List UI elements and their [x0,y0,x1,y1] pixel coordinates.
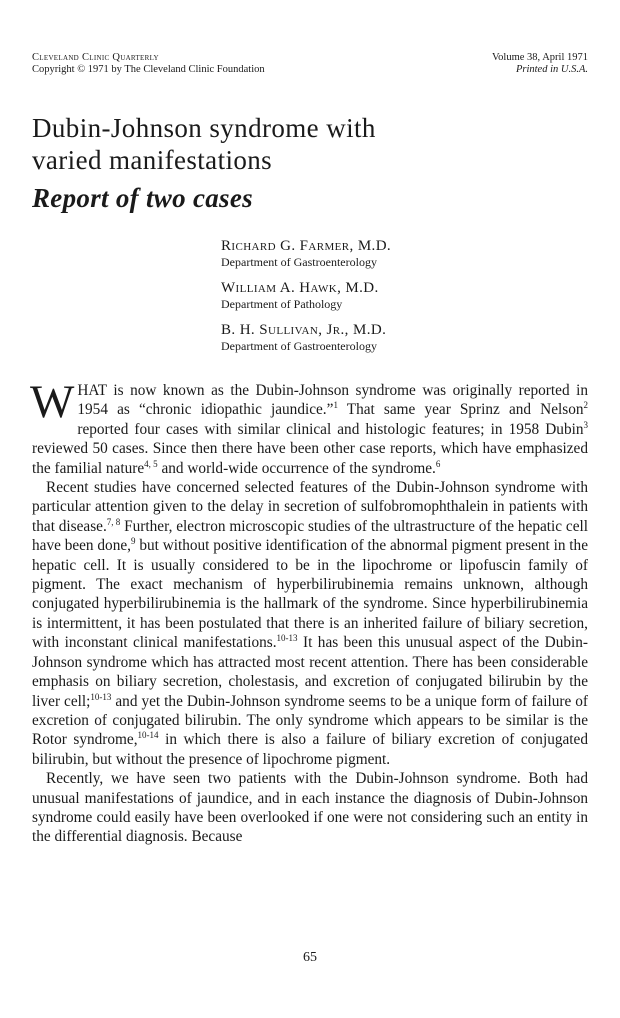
author-name: Richard G. Farmer, M.D. [221,238,392,254]
author-block [221,237,581,270]
article-title [32,112,592,176]
title-line-1: Dubin-Johnson syndrome with [32,113,376,143]
article-subtitle: Report of two cases [32,183,253,213]
author-block [221,321,581,354]
running-header-left [32,52,265,76]
volume-line: Volume 38, April 1971 [491,52,588,63]
author-department: Department of Pathology [221,297,343,311]
paragraph-text: Further, electron microscopic studies of the ultrastructure of the hepatic cell have been done, [32,517,588,555]
reference-superscript: 4, 5 [144,458,158,469]
paragraph-text: but without positive identification of the abnormal pigment present in the hepatic cell. It is usually considered to be in the lipochrome or lipofuscin family of pigment. The exact mechanism of hyperbilirubinemia remains unknown, although conjugated hyperbilirubinemia is the hallmark of the syndrome. Since hyperbilirubinemia is intermittent, it has been postulated that there is an inherited failure of biliary secretion, with inconstant clinical manifestations. [32,537,588,652]
reference-superscript: 10-13 [90,691,112,702]
author-department: Department of Gastroenterology [221,339,377,353]
author-name: B. H. Sullivan, Jr., M.D. [221,322,387,338]
author-name: William A. Hawk, M.D. [221,280,379,296]
printed-line: Printed in U.S.A. [515,64,588,75]
paragraph-2 [32,478,588,769]
paragraph-text: reviewed 50 cases. Since then there have been other case reports, which have emphasized the familial nature [32,440,588,477]
paragraph-text: and yet the Dubin-Johnson syndrome seems to be a unique form of failure of excretion of conjugated bilirubin. The only syndrome which appears to be similar is the Rotor syndrome, [32,692,589,749]
paragraph-text: Recent studies have concerned selected features of the Dubin-Johnson syndrome with particular attention given to the delay in secretion of sulfobromophthalein in patients with that disease. [32,479,588,535]
paragraph-text: It has been this unusual aspect of the Dubin-Johnson syndrome which has attracted most recent attention. There has been considerable emphasis on biliary secretion, cholestasis, and excretion of conjugated bilirubin by the liver cell; [32,634,588,710]
paragraph-text: reported four cases with similar clinical and histologic features; in 1958 Dubin [77,420,584,438]
author-list [221,237,581,363]
lead-word: HAT [77,382,107,399]
paragraph-text: That same year Sprinz and Nelson [337,401,584,419]
article-body [30,376,589,847]
reference-superscript: 9 [130,536,136,547]
reference-superscript: 6 [435,458,441,469]
running-header-right [492,52,588,76]
reference-superscript: 10-13 [276,633,298,644]
drop-cap: W [30,376,75,428]
reference-superscript: 2 [583,400,588,411]
reference-superscript: 1 [333,400,338,411]
reference-superscript: 7, 8 [106,516,121,527]
author-department: Department of Gastroenterology [221,255,377,269]
page-number: 65 [303,950,317,965]
copyright-line: Copyright © 1971 by The Cleveland Clinic Foundation [32,64,265,75]
paragraph-text: and world-wide occurrence of the syndrome. [157,459,436,477]
reference-superscript: 10-14 [137,730,159,741]
title-line-2: varied manifestations [32,145,273,175]
reference-superscript: 3 [583,419,588,430]
paragraph-text: is now known as the Dubin-Johnson syndrome was originally reported in 1954 as “chronic idiopathic jaundice.” [77,382,588,419]
journal-name: Cleveland Clinic Quarterly [32,52,159,63]
paragraph-text: in which there is also a failure of biliary excretion of conjugated bilirubin, but without the presence of lipochrome pigment. [32,731,588,768]
author-block [221,279,581,312]
paragraph-1 [30,376,588,478]
paragraph-3: Recently, we have seen two patients with the Dubin-Johnson syndrome. Both had unusual manifestations of jaundice, and in each instance the diagnosis of Dubin-Johnson syndrome could easily have been overlooked if one were not considering such an entity in the differential diagnosis. Because [32,770,588,846]
